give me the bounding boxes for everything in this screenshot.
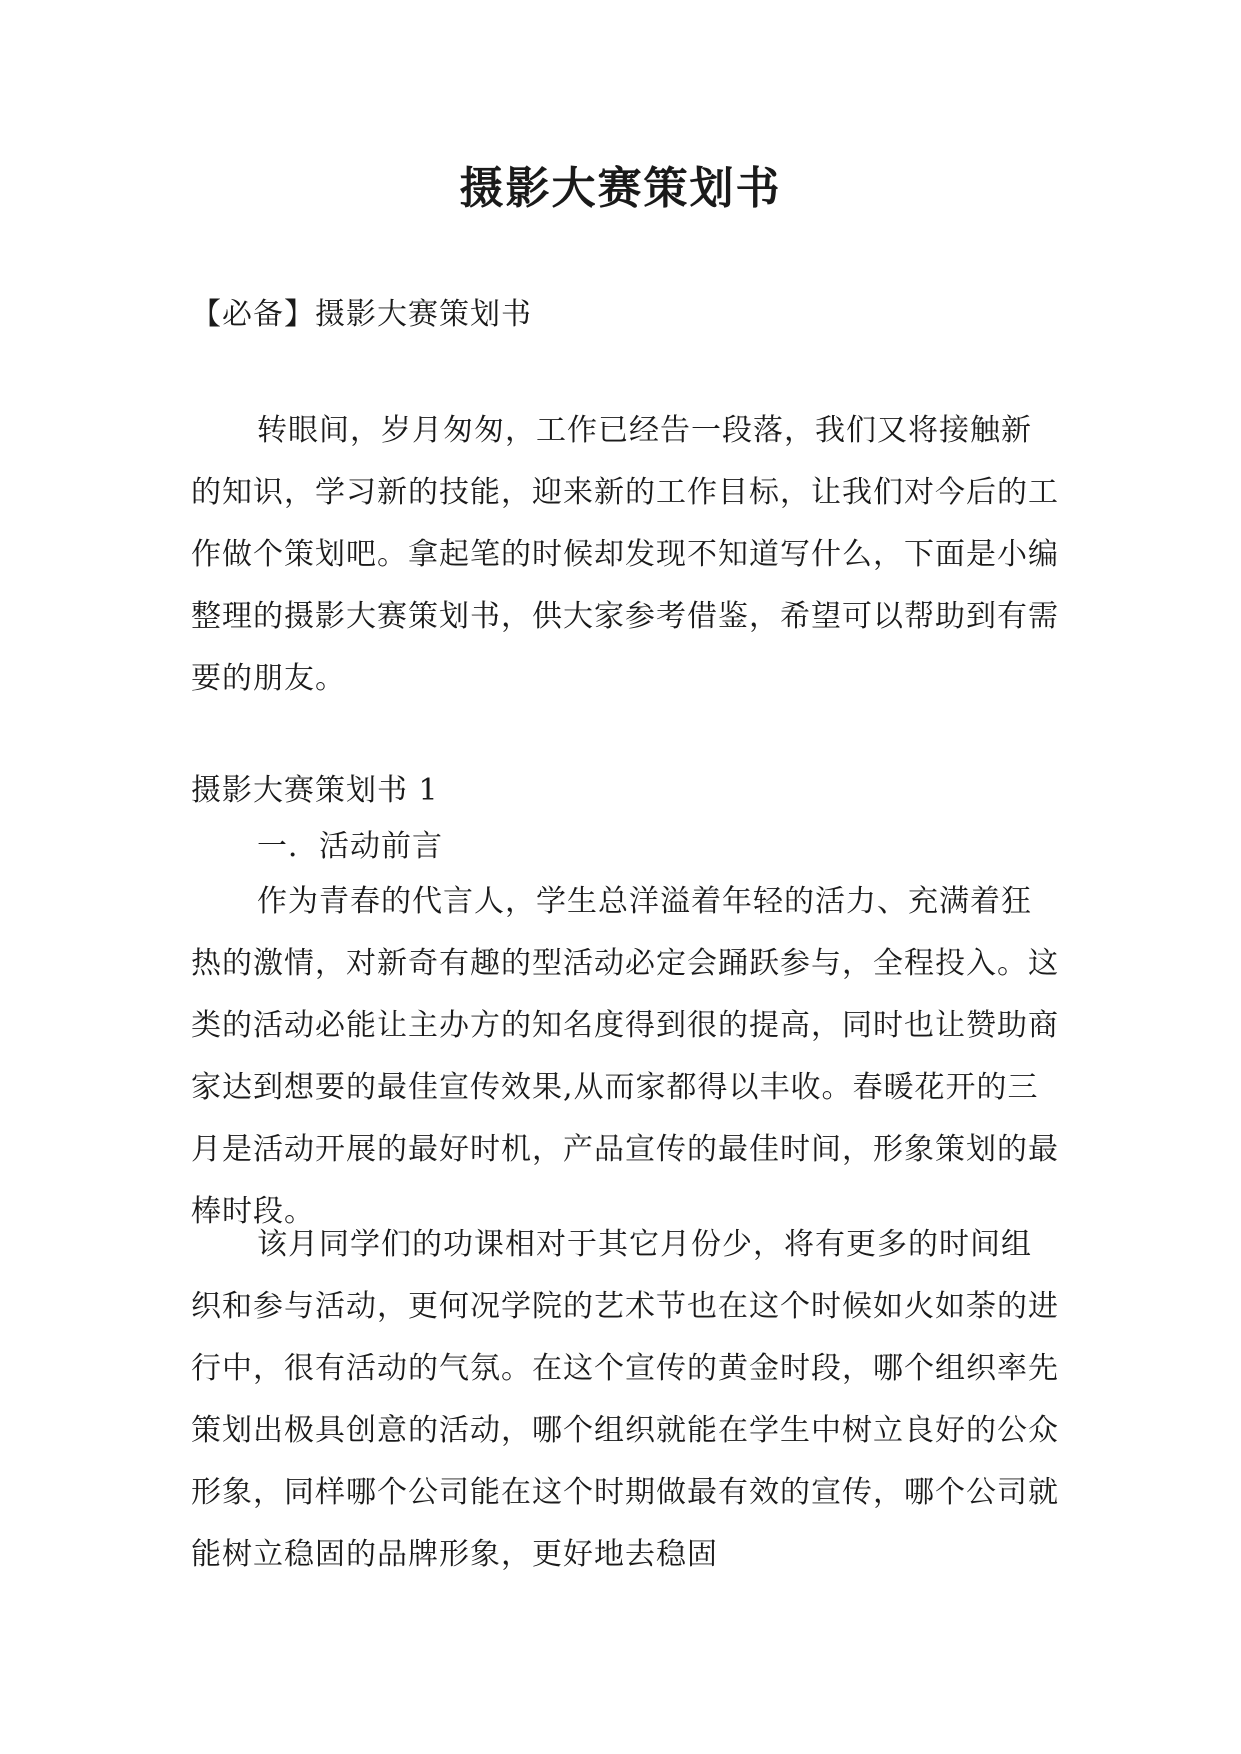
section-heading: 摄影大赛策划书 1: [191, 773, 439, 808]
list-heading: 一．活动前言: [257, 829, 443, 864]
intro-paragraph: 转眼间，岁月匆匆，工作已经告一段落，我们又将接触新的知识，学习新的技能，迎来新的工作目标，让我们对今后的工作做个策划吧。拿起笔的时候却发现不知道写什么，下面是小编整理的摄影大赛策划书，供大家参考借鉴，希望可以帮助到有需要的朋友。: [191, 413, 1059, 696]
document-title: 摄影大赛策划书: [459, 163, 782, 214]
document-subtitle: 【必备】摄影大赛策划书: [191, 297, 532, 332]
body-paragraph-2: 该月同学们的功课相对于其它月份少，将有更多的时间组织和参与活动，更何况学院的艺术节也在这个时候如火如荼的进行中，很有活动的气氛。在这个宣传的黄金时段，哪个组织率先策划出极具创意的活动，哪个组织就能在学生中树立良好的公众形象，同样哪个公司能在这个时期做最有效的宣传，哪个公司就能树立稳固的品牌形象，更好地去稳固: [191, 1227, 1059, 1572]
body-paragraph-1: 作为青春的代言人，学生总洋溢着年轻的活力、充满着狂热的激情，对新奇有趣的型活动必定会踊跃参与，全程投入。这类的活动必能让主办方的知名度得到很的提高，同时也让赞助商家达到想要的最佳宣传效果,从而家都得以丰收。春暖花开的三月是活动开展的最好时机，产品宣传的最佳时间，形象策划的最棒时段。: [191, 884, 1059, 1229]
